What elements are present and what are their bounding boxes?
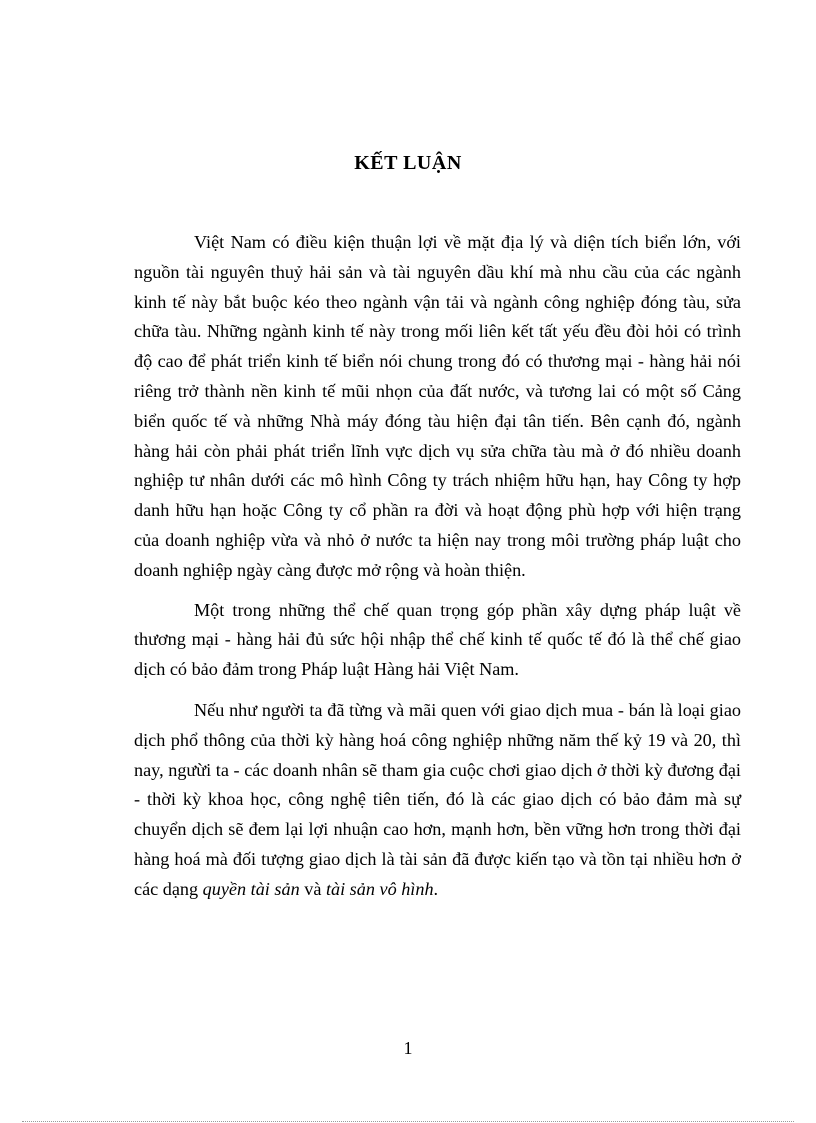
page-number: 1 [403, 1038, 413, 1058]
paragraph-1: Việt Nam có điều kiện thuận lợi về mặt địa lý và diện tích biển lớn, với nguồn tài nguyên thuỷ hải sản và tài nguyên dầu khí mà nhu cầu của các ngành kinh tế này bắt buộc kéo theo ngành vận tải và ngành công nghiệp đóng tàu, sửa chữa tàu. Những ngành kinh tế này trong mối liên kết tất yếu đều đòi hỏi có trình độ cao để phát triển kinh tế biển nói chung trong đó có thương mại - hàng hải nói riêng trở thành nền kinh tế mũi nhọn của đất nước, và tương lai có một số Cảng biển quốc tế và những Nhà máy đóng tàu hiện đại tân tiến. Bên cạnh đó, ngành hàng hải còn phải phát triển lĩnh vực dịch vụ sửa chữa tàu mà ở đó nhiều doanh nghiệp tư nhân dưới các mô hình Công ty trách nhiệm hữu hạn, hay Công ty hợp danh hữu hạn hoặc Công ty cổ phần ra đời và hoạt động phù hợp với hiện trạng của doanh nghiệp vừa và nhỏ ở nước ta hiện nay trong môi trường pháp luật cho doanh nghiệp ngày càng được mở rộng và hoàn thiện. [134, 232, 741, 580]
document-title: KẾT LUẬN [354, 152, 462, 174]
paragraph-3-end: . [433, 878, 439, 899]
document-body [134, 228, 741, 905]
paragraph-3 [134, 696, 741, 905]
italic-term-property-rights: quyền tài sản [202, 878, 300, 899]
paragraph-3-text: Nếu như người ta đã từng và mãi quen với giao dịch mua - bán là loại giao dịch phổ thông của thời kỳ hàng hoá công nghiệp những năm thế kỷ 19 và 20, thì nay, ngưừi ta - các doanh nhân sẽ tham gia cuộc chơi giao dịch ở thời kỳ đương đại - thời kỳ khoa học, công nghệ tiên tiến, đó là các giao dịch có bảo đảm mà sự chuyển dịch sẽ đem lại lợi nhuận cao hơn, mạnh hơn, bền vững hơn trong thời đại hàng hoá mà đối tượng giao dịch là tài sản đã được kiến tạo và tồn tại nhiều hơn ở các dạng [134, 699, 741, 899]
italic-term-intangible-assets: tài sản vô hình [325, 878, 434, 899]
page-bottom-divider [22, 1121, 794, 1122]
paragraph-3-connector: và [299, 878, 326, 899]
paragraph-2: Một trong những thể chế quan trọng góp phần xây dựng pháp luật về thương mại - hàng hải đủ sức hội nhập thể chế kinh tế quốc tế đó là thể chế giao dịch có bảo đảm trong Pháp luật Hàng hải Việt Nam. [134, 599, 741, 680]
